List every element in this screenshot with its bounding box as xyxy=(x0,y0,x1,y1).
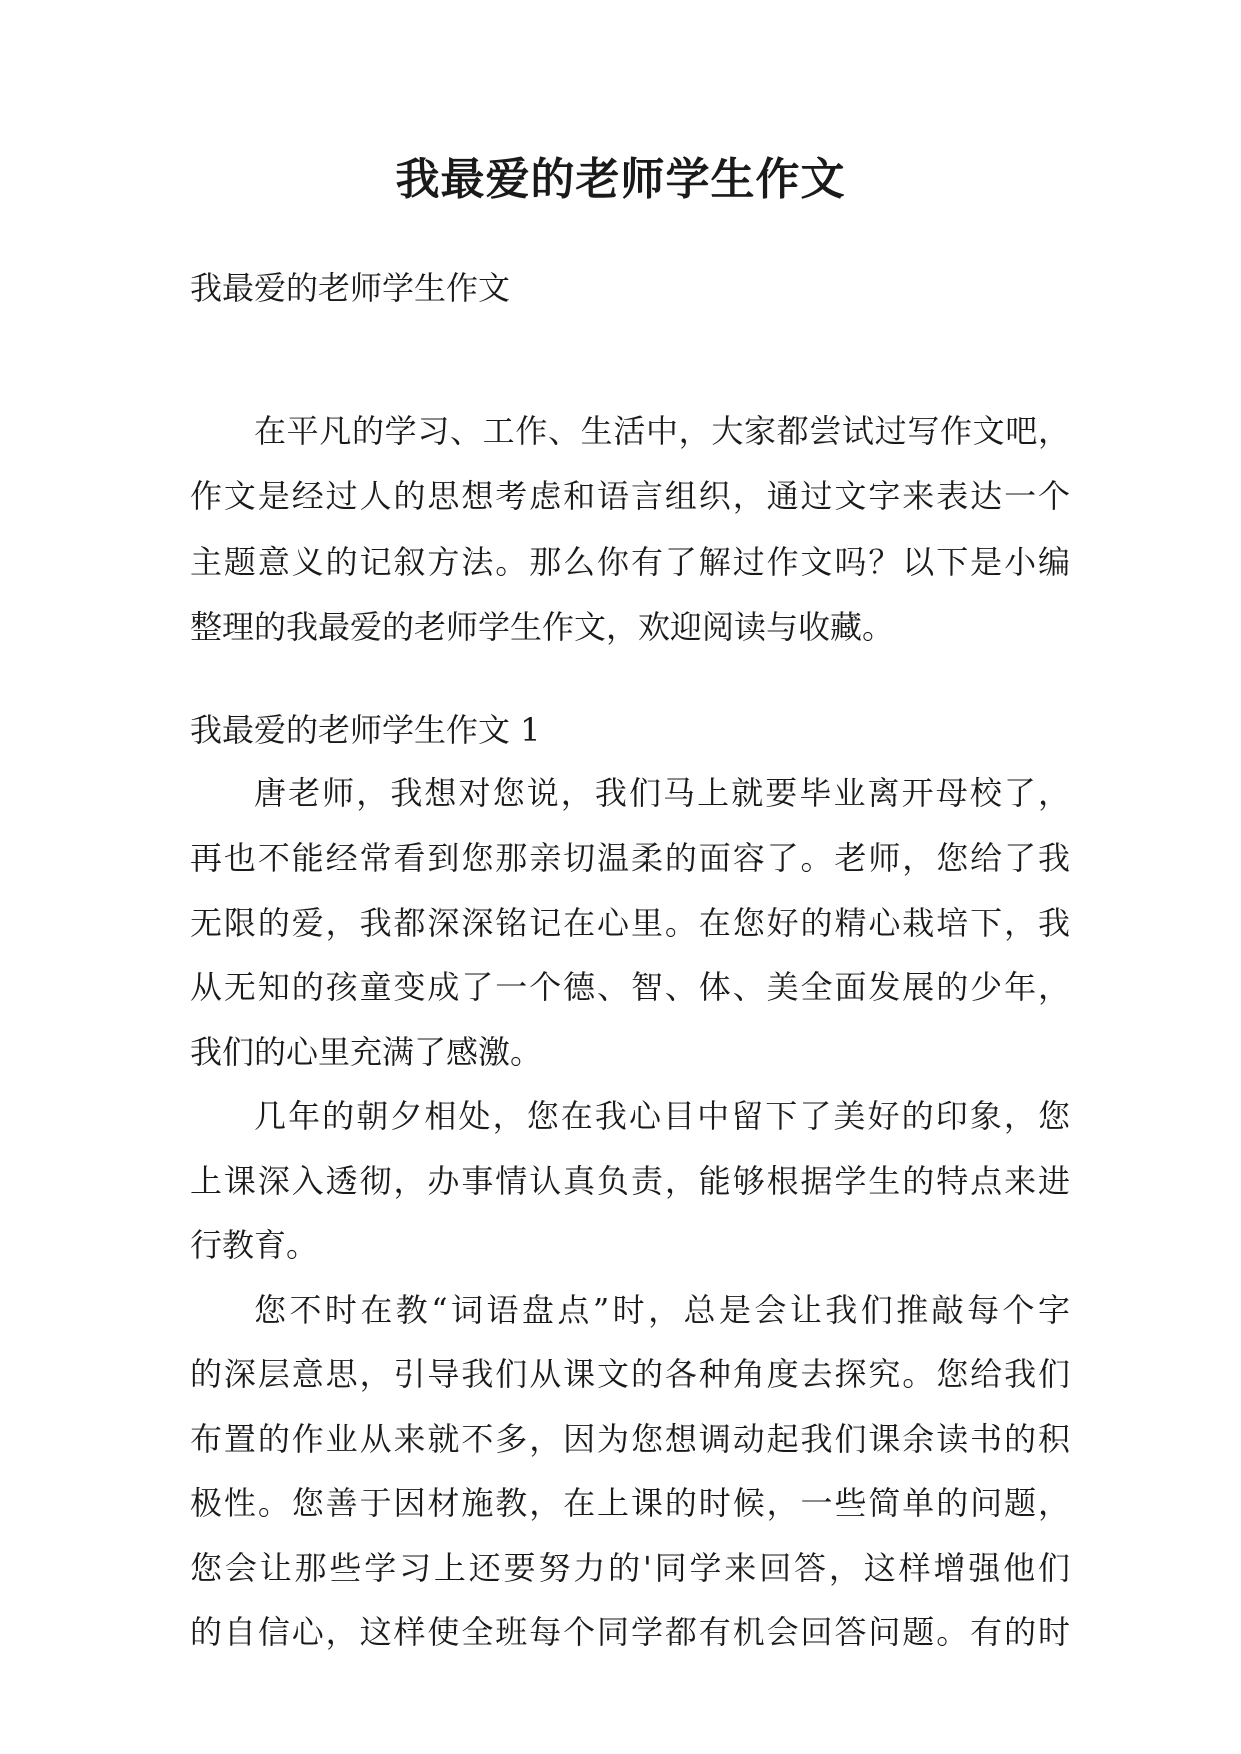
paragraph-line: 极性。您善于因材施教，在上课的时候，一些简单的问题， xyxy=(190,1484,1070,1522)
paragraph-line: 的自信心，这样使全班每个同学都有机会回答问题。有的时 xyxy=(190,1613,1070,1651)
paragraph-line: 的深层意思，引导我们从课文的各种角度去探究。您给我们 xyxy=(190,1355,1070,1393)
paragraph-line: 行教育。 xyxy=(190,1226,319,1264)
section-heading: 我最爱的老师学生作文 1 xyxy=(190,711,541,749)
paragraph-line: 无限的爱，我都深深铭记在心里。在您好的精心栽培下，我 xyxy=(190,904,1070,942)
document-subtitle: 我最爱的老师学生作文 xyxy=(190,269,511,307)
paragraph-line: 布置的作业从来就不多，因为您想调动起我们课余读书的积 xyxy=(190,1420,1070,1458)
paragraph-line: 几年的朝夕相处，您在我心目中留下了美好的印象，您 xyxy=(254,1097,1070,1135)
intro-line: 在平凡的学习、工作、生活中，大家都尝试过写作文吧， xyxy=(254,412,1070,450)
paragraph-line: 您不时在教“词语盘点”时，总是会让我们推敲每个字 xyxy=(254,1291,1070,1329)
intro-line: 整理的我最爱的老师学生作文，欢迎阅读与收藏。 xyxy=(190,608,895,646)
paragraph-line: 再也不能经常看到您那亲切温柔的面容了。老师，您给了我 xyxy=(190,839,1070,877)
document-title: 我最爱的老师学生作文 xyxy=(395,154,846,205)
paragraph-line: 您会让那些学习上还要努力的'同学来回答，这样增强他们 xyxy=(190,1549,1070,1587)
intro-line: 主题意义的记叙方法。那么你有了解过作文吗？以下是小编 xyxy=(190,543,1070,581)
paragraph-line: 从无知的孩童变成了一个德、智、体、美全面发展的少年， xyxy=(190,968,1070,1006)
paragraph-line: 唐老师，我想对您说，我们马上就要毕业离开母校了， xyxy=(254,774,1070,812)
paragraph-line: 我们的心里充满了感激。 xyxy=(190,1033,543,1071)
paragraph-line: 上课深入透彻，办事情认真负责，能够根据学生的特点来进 xyxy=(190,1162,1070,1200)
intro-line: 作文是经过人的思想考虑和语言组织，通过文字来表达一个 xyxy=(190,477,1070,515)
